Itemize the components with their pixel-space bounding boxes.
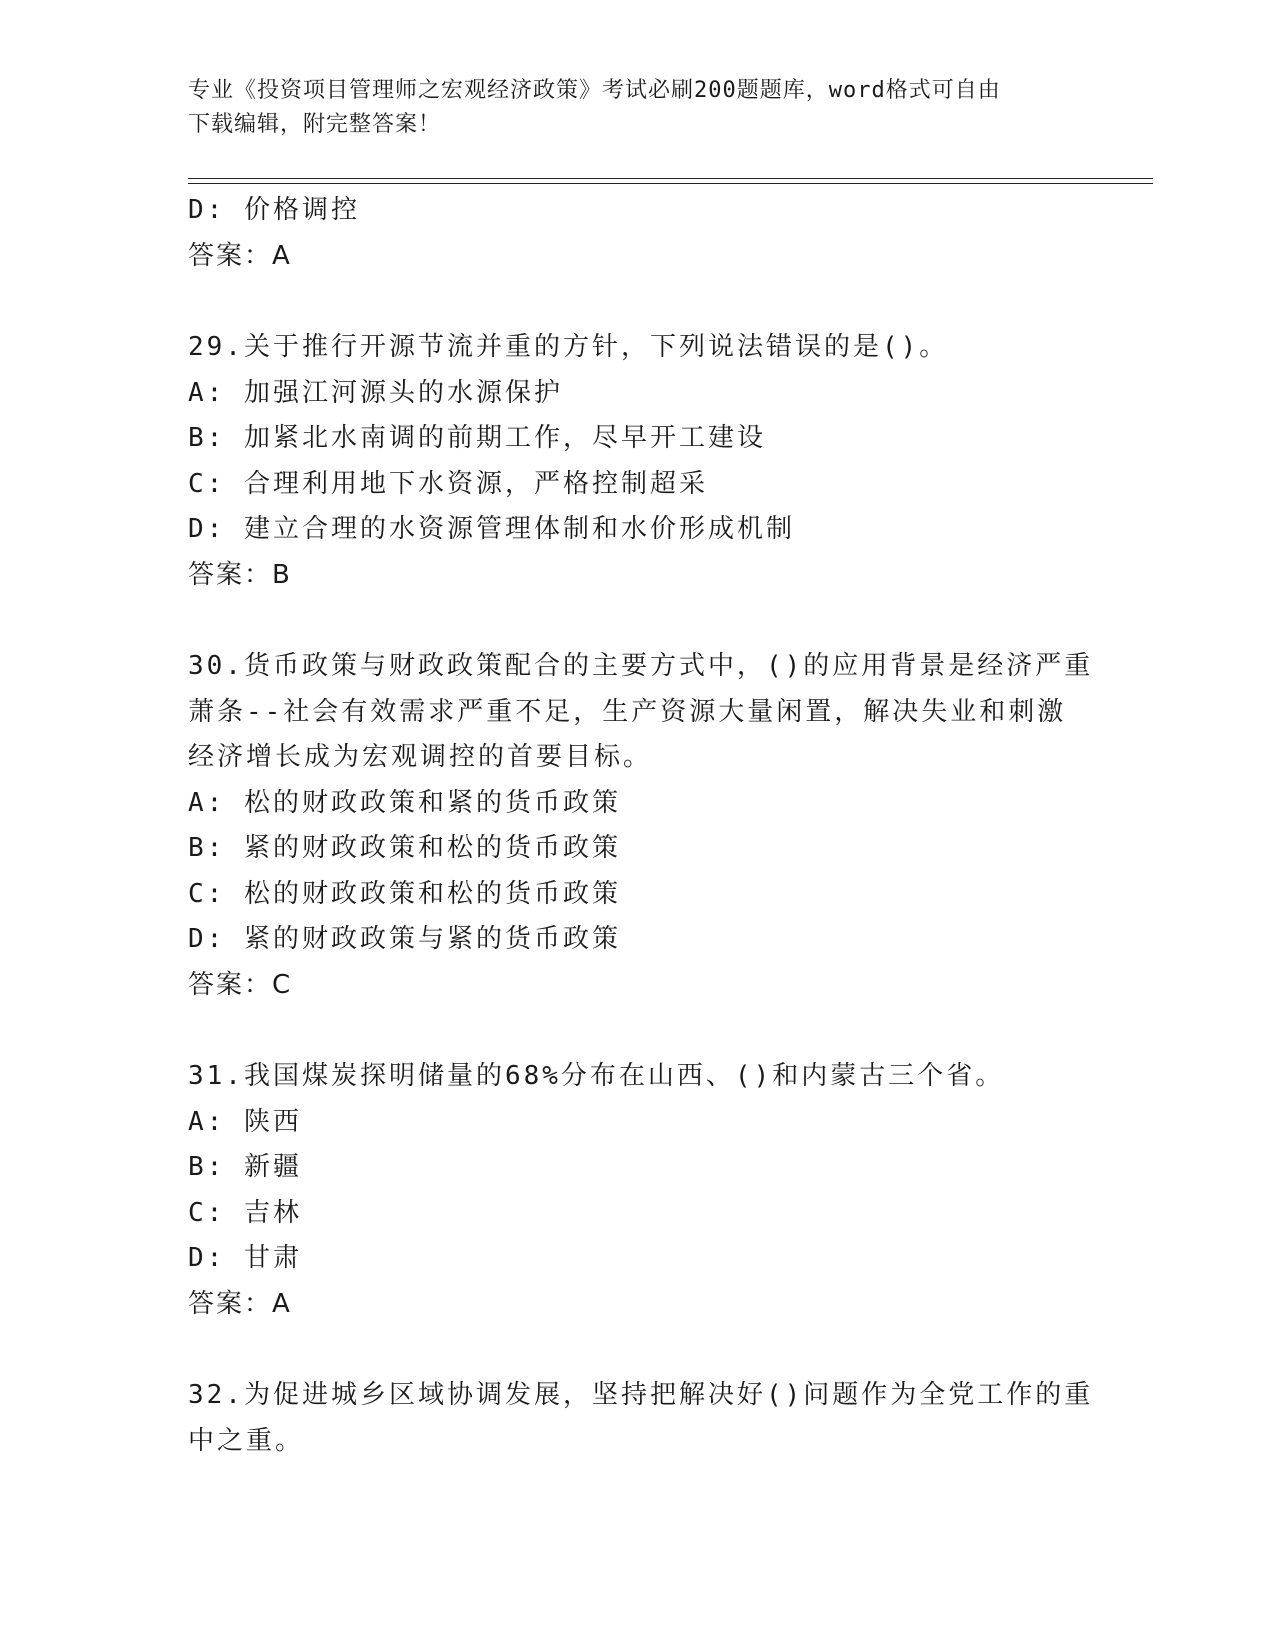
question-text: 31.我国煤炭探明储量的68%分布在山西、()和内蒙古三个省。 xyxy=(188,1061,1005,1091)
question-text: 萧条--社会有效需求严重不足，生产资源大量闲置，解决失业和刺激 xyxy=(188,696,1067,727)
question-text: 30.货币政策与财政政策配合的主要方式中，()的应用背景是经济严重 xyxy=(188,651,1094,681)
option-b: B: 加紧北水南调的前期工作，尽早开工建设 xyxy=(188,423,766,453)
question-28-tail xyxy=(188,188,1088,279)
spacer xyxy=(188,279,1088,325)
option-a: A: 陕西 xyxy=(188,1106,302,1137)
option-c: C: 合理利用地下水资源，严格控制超采 xyxy=(188,468,708,499)
option-c: C: 松的财政政策和松的货币政策 xyxy=(188,878,621,909)
spacer xyxy=(188,1327,1088,1373)
option-b: B: 紧的财政政策和松的货币政策 xyxy=(188,833,621,863)
spacer xyxy=(188,598,1088,644)
header-line-2: 下载编辑，附完整答案！ xyxy=(188,112,442,137)
option-d: D: 价格调控 xyxy=(188,195,360,225)
option-d: D: 建立合理的水资源管理体制和水价形成机制 xyxy=(188,514,795,544)
document-body xyxy=(188,188,1094,1464)
header-divider-bottom xyxy=(188,183,1153,184)
question-31 xyxy=(188,1054,1088,1327)
answer-line: 答案：A xyxy=(188,1288,292,1319)
spacer xyxy=(188,1008,1088,1054)
question-29 xyxy=(188,325,1088,598)
question-text: 32.为促进城乡区域协调发展，坚持把解决好()问题作为全党工作的重 xyxy=(188,1380,1094,1410)
answer-line: 答案：B xyxy=(188,559,292,590)
option-a: A: 松的财政政策和紧的货币政策 xyxy=(188,787,621,818)
answer-line: 答案：C xyxy=(188,969,293,1000)
header-divider-top xyxy=(188,178,1153,179)
option-c: C: 吉林 xyxy=(188,1197,302,1228)
question-text: 中之重。 xyxy=(188,1425,305,1456)
option-a: A: 加强江河源头的水源保护 xyxy=(188,377,563,408)
document-header xyxy=(188,74,1068,142)
header-line-1: 专业《投资项目管理师之宏观经济政策》考试必刷200题题库，word格式可自由 xyxy=(188,78,1001,103)
question-32 xyxy=(188,1373,1094,1464)
option-d: D: 紧的财政政策与紧的货币政策 xyxy=(188,924,621,954)
answer-line: 答案：A xyxy=(188,240,292,271)
question-text: 经济增长成为宏观调控的首要目标。 xyxy=(188,742,653,772)
question-text: 29.关于推行开源节流并重的方针，下列说法错误的是()。 xyxy=(188,332,949,362)
option-d: D: 甘肃 xyxy=(188,1243,302,1273)
option-b: B: 新疆 xyxy=(188,1152,302,1182)
question-30 xyxy=(188,644,1094,1008)
